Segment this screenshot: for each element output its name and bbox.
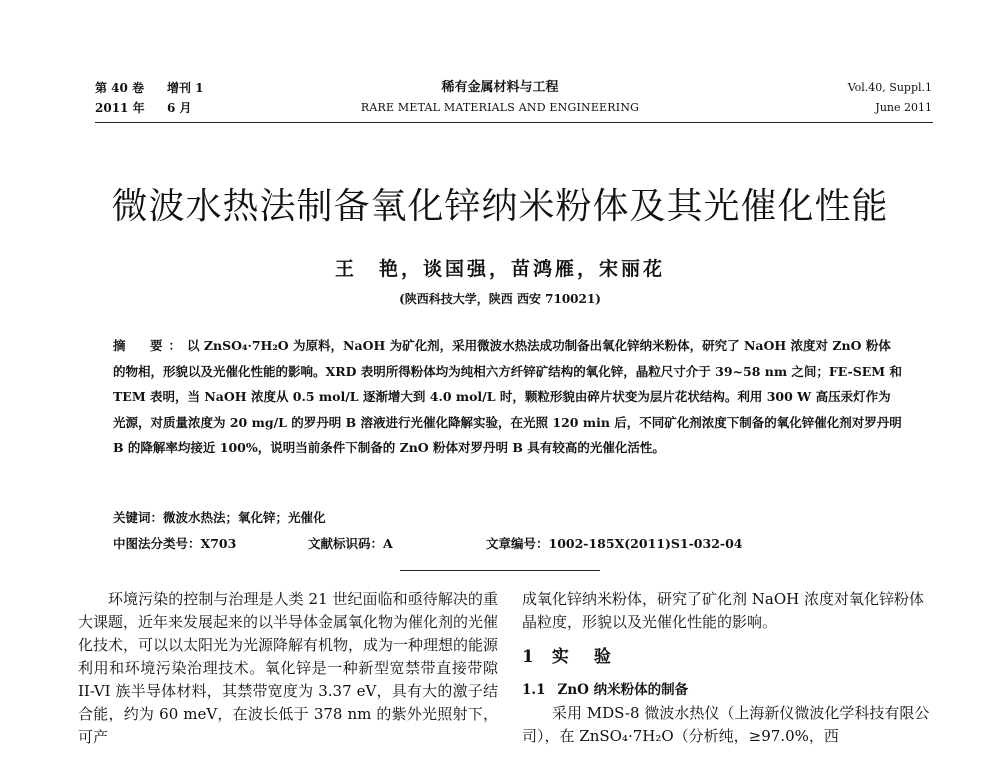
body-column-right [522,588,934,748]
affiliation: (陕西科技大学，陕西 西安 710021) [399,292,601,306]
section-heading-1: 1 实 验 [522,647,615,667]
method-paragraph: 采用 MDS-8 微波水热仪（上海新仪微波化学科技有限公司），在 ZnSO₄·7H₂O（分析纯，≥97.0%，西 [522,704,930,745]
abstract-text: 以 ZnSO₄·7H₂O 为原料，NaOH 为矿化剂，采用微波水热法成功制备出氧化锌纳米粉体，研究了 NaOH 浓度对 ZnO 粉体的物相，形貌以及光催化性能的影响。XRD 表明所得粉体均为纯相六方纤锌矿结构的氧化锌，晶粒尺寸介于 39~58 nm 之间；FE-SEM 和 TEM 表明，当 NaOH 浓度从 0.5 mol/L 逐渐增大到 4.0 mol/L 时，颗粒形貌由碎片状变为层片花状结构。利用 300 W 高压汞灯作为光源，对质量浓度为 20 mg/L 的罗丹明 B 溶液进行光催化降解实验，在光照 120 min 后，不同矿化剂浓度下制备的氧化锌催化剂对罗丹明 B 的降解率均接近 100%，说明当前条件下制备的 ZnO 粉体对罗丹明 B 具有较高的光催化活性。 [113,338,902,455]
journal-title-en: RARE METAL MATERIALS AND ENGINEERING [360,101,640,114]
authors: 王 艳，谈国强，苗鸿雁，宋丽花 [334,258,665,280]
issue-cn: 增刊 1 [167,81,204,95]
intro-paragraph: 环境污染的控制与治理是人类 21 世纪面临和亟待解决的重大课题，近年来发展起来的以半导体金属氧化物为催化剂的光催化技术，可以以太阳光为光源降解有机物，成为一种理想的能源利用和环境污染治理技术。氧化锌是一种新型宽禁带直接带隙 II-VI 族半导体材料，其禁带宽度为 3.37 eV，具有大的激子结合能，约为 60 meV，在波长低于 378 nm 的紫外光照射下，可产 [78,590,499,746]
header-right [848,78,932,118]
month-cn: 6 月 [167,101,192,115]
classification-number: 中图法分类号：X703 [113,536,237,551]
header-left [95,78,204,118]
article-number: 文章编号：1002-185X(2011)S1-032-04 [486,536,743,551]
volume-en: Vol.40, Suppl.1 [847,81,932,94]
body-column-left [78,588,498,749]
abstract [113,333,903,461]
keywords: 关键词：微波水热法；氧化锌；光催化 [113,510,326,525]
paper-title: 微波水热法制备氧化锌纳米粉体及其光催化性能 [111,186,889,227]
subsection-heading-1-1: 1.1 ZnO 纳米粉体的制备 [522,682,689,698]
header-rule [95,122,933,123]
year-cn: 2011 年 [95,101,145,115]
document-code: 文献标识码：A [308,536,393,551]
section-divider [400,570,600,571]
abstract-label: 摘 要： [113,338,188,353]
header-center [300,78,700,118]
volume-cn: 第 40 卷 [95,81,145,95]
date-en: June 2011 [875,101,932,114]
journal-title-cn: 稀有金属材料与工程 [441,80,559,95]
classification-row [113,534,913,552]
intro-continuation: 成氧化锌纳米粉体，研究了矿化剂 NaOH 浓度对氧化锌粉体晶粒度，形貌以及光催化性能的影响。 [522,590,924,631]
